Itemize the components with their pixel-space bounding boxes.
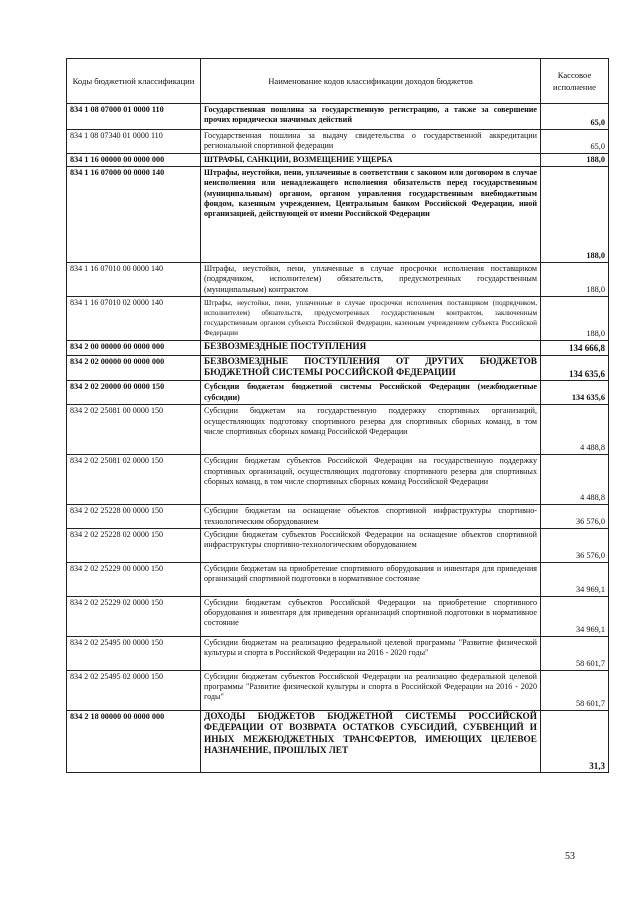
row-code: 834 1 16 07010 00 0000 140 — [67, 263, 201, 297]
row-name: БЕЗВОЗМЕЗДНЫЕ ПОСТУПЛЕНИЯ ОТ ДРУГИХ БЮДЖЕТОВ БЮДЖЕТНОЙ СИСТЕМЫ РОССИЙСКОЙ ФЕДЕРАЦИИ — [201, 355, 541, 381]
row-value: 65,0 — [541, 130, 609, 154]
row-value: 36 576,0 — [541, 505, 609, 528]
row-code: 834 2 02 25229 00 0000 150 — [67, 562, 201, 596]
row-name: Субсидии бюджетам субъектов Российской Федерации на приобретение спортивного оборудования и инвентаря для приведения организаций спортивной подготовки в нормативное состояние — [201, 596, 541, 636]
row-code: 834 2 02 20000 00 0000 150 — [67, 381, 201, 405]
row-value: 34 969,1 — [541, 596, 609, 636]
row-value: 188,0 — [541, 154, 609, 167]
header-code: Коды бюджетной классификации — [67, 59, 201, 104]
document-page — [66, 58, 608, 773]
row-code: 834 1 16 07000 00 0000 140 — [67, 167, 201, 263]
row-value: 188,0 — [541, 263, 609, 297]
table-row — [67, 341, 609, 355]
row-code: 834 2 02 25495 00 0000 150 — [67, 636, 201, 670]
row-name: ШТРАФЫ, САНКЦИИ, ВОЗМЕЩЕНИЕ УЩЕРБА — [201, 154, 541, 167]
row-code: 834 1 08 07340 01 0000 110 — [67, 130, 201, 154]
row-name: БЕЗВОЗМЕЗДНЫЕ ПОСТУПЛЕНИЯ — [201, 341, 541, 355]
header-value: Кассовое исполнение — [541, 59, 609, 104]
table-row — [67, 636, 609, 670]
row-value: 58 601,7 — [541, 636, 609, 670]
budget-revenue-table — [66, 58, 609, 773]
row-value: 188,0 — [541, 297, 609, 341]
table-body — [67, 104, 609, 773]
row-code: 834 1 16 07010 02 0000 140 — [67, 297, 201, 341]
table-row — [67, 297, 609, 341]
row-code: 834 2 02 25495 02 0000 150 — [67, 670, 201, 710]
row-value: 134 635,6 — [541, 381, 609, 405]
row-code: 834 1 16 00000 00 0000 000 — [67, 154, 201, 167]
row-value: 134 666,8 — [541, 341, 609, 355]
row-value: 4 488,8 — [541, 405, 609, 455]
table-row — [67, 670, 609, 710]
table-row — [67, 455, 609, 505]
row-code: 834 2 00 00000 00 0000 000 — [67, 341, 201, 355]
table-row — [67, 154, 609, 167]
table-row — [67, 528, 609, 562]
row-name: Субсидии бюджетам на государственную поддержку спортивных организаций, осуществляющих подготовку спортивного резерва для спортивных сборных команд, в том числе спортивных сборных команд Российской Федерации — [201, 405, 541, 455]
table-row — [67, 381, 609, 405]
row-value: 134 635,6 — [541, 355, 609, 381]
row-code: 834 2 02 25081 00 0000 150 — [67, 405, 201, 455]
row-name: Субсидии бюджетам субъектов Российской Федерации на государственную поддержку спортивных организаций, осуществляющих подготовку спортивного резерва для спортивных сборных команд, в том числе спортивных сборных команд Российской Федерации — [201, 455, 541, 505]
row-code: 834 2 02 25228 02 0000 150 — [67, 528, 201, 562]
row-code: 834 2 02 25081 02 0000 150 — [67, 455, 201, 505]
page-number: 53 — [565, 851, 575, 862]
row-name: Субсидии бюджетам субъектов Российской Федерации на реализацию федеральной целевой программы "Развитие физической культуры и спорта в Российской Федерации на 2016 - 2020 годы" — [201, 670, 541, 710]
row-name: Субсидии бюджетам на оснащение объектов спортивной инфраструктуры спортивно-технологическим оборудованием — [201, 505, 541, 528]
row-name: Штрафы, неустойки, пени, уплаченные в случае просрочки исполнения поставщиком (подрядчиком, исполнителем) обязательств, предусмотренных государственным (муниципальным) контрактом — [201, 263, 541, 297]
table-row — [67, 130, 609, 154]
table-row — [67, 505, 609, 528]
table-row — [67, 562, 609, 596]
row-name: Субсидии бюджетам бюджетной системы Российской Федерации (межбюджетные субсидии) — [201, 381, 541, 405]
row-code: 834 2 02 25228 00 0000 150 — [67, 505, 201, 528]
row-code: 834 2 02 00000 00 0000 000 — [67, 355, 201, 381]
row-code: 834 1 08 07000 01 0000 110 — [67, 104, 201, 130]
header-name: Наименование кодов классификации доходов бюджетов — [201, 59, 541, 104]
row-name: Субсидии бюджетам на приобретение спортивного оборудования и инвентаря для приведения организаций спортивной подготовки в нормативное состояние — [201, 562, 541, 596]
table-row — [67, 263, 609, 297]
table-header-row — [67, 59, 609, 104]
table-row — [67, 596, 609, 636]
row-name: Государственная пошлина за выдачу свидетельства о государственной аккредитации региональной спортивной федерации — [201, 130, 541, 154]
row-value: 65,0 — [541, 104, 609, 130]
row-code: 834 2 02 25229 02 0000 150 — [67, 596, 201, 636]
table-row — [67, 710, 609, 772]
table-row — [67, 104, 609, 130]
row-value: 188,0 — [541, 167, 609, 263]
row-code: 834 2 18 00000 00 0000 000 — [67, 710, 201, 772]
row-name: Штрафы, неустойки, пени, уплаченные в случае просрочки исполнения поставщиком (подрядчиком, исполнителем) обязательств, предусмотренных государственным контрактом, заключенным государственным органом субъекта Российской Федерации, казенным учреждением субъекта Российской Федерации — [201, 297, 541, 341]
row-name: ДОХОДЫ БЮДЖЕТОВ БЮДЖЕТНОЙ СИСТЕМЫ РОССИЙСКОЙ ФЕДЕРАЦИИ ОТ ВОЗВРАТА ОСТАТКОВ СУБСИДИЙ, СУБВЕНЦИЙ И ИНЫХ МЕЖБЮДЖЕТНЫХ ТРАНСФЕРТОВ, ИМЕЮЩИХ ЦЕЛЕВОЕ НАЗНАЧЕНИЕ, ПРОШЛЫХ ЛЕТ — [201, 710, 541, 772]
table-row — [67, 355, 609, 381]
table-row — [67, 167, 609, 263]
row-value: 31,3 — [541, 710, 609, 772]
row-value: 4 488,8 — [541, 455, 609, 505]
row-name: Субсидии бюджетам субъектов Российской Федерации на оснащение объектов спортивной инфраструктуры спортивно-технологическим оборудованием — [201, 528, 541, 562]
row-value: 58 601,7 — [541, 670, 609, 710]
table-row — [67, 405, 609, 455]
row-value: 34 969,1 — [541, 562, 609, 596]
row-value: 36 576,0 — [541, 528, 609, 562]
row-name: Субсидии бюджетам на реализацию федеральной целевой программы "Развитие физической культуры и спорта в Российской Федерации на 2016 - 2020 годы" — [201, 636, 541, 670]
row-name: Государственная пошлина за государственную регистрацию, а также за совершение прочих юридически значимых действий — [201, 104, 541, 130]
row-name: Штрафы, неустойки, пени, уплаченные в соответствии с законом или договором в случае неисполнения или ненадлежащего исполнения обязательств перед государственным (муниципальным) органом, органом управления государственным внебюджетным фондом, казенным учреждением, Центральным банком Российской Федерации, иной организацией, действующей от имени Российской Федерации — [201, 167, 541, 263]
